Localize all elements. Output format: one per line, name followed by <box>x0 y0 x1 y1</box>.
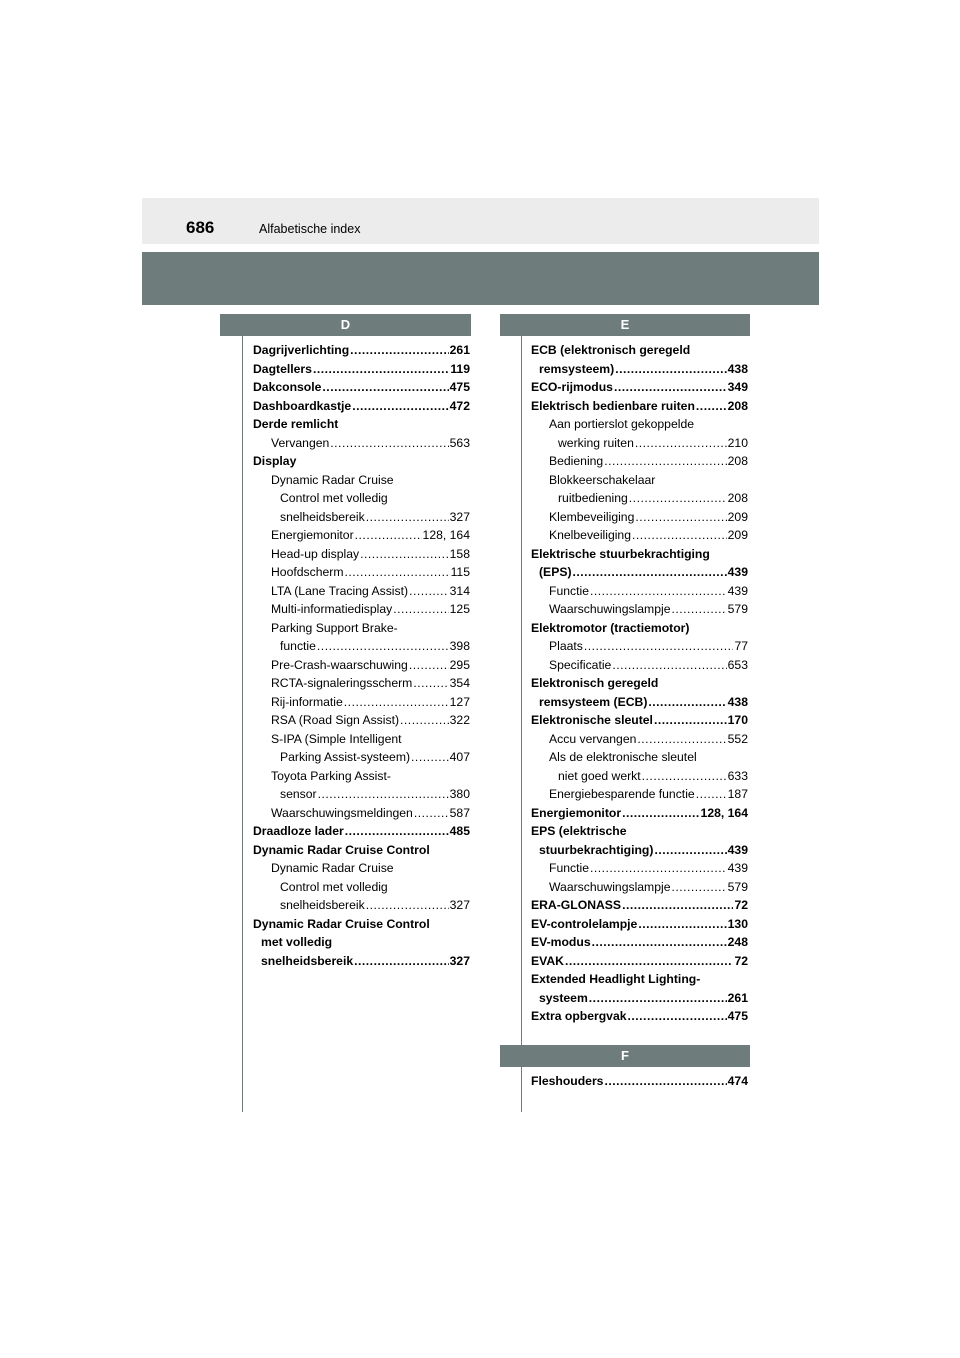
dot-leader <box>592 933 727 952</box>
index-term: Display <box>253 454 297 468</box>
index-entry <box>253 711 470 730</box>
page-reference: 563 <box>449 435 470 450</box>
page-reference: 208 <box>727 454 748 468</box>
index-term: Control met volledig <box>280 491 388 505</box>
letter-heading-e: E <box>500 314 750 336</box>
index-entry <box>531 970 748 989</box>
index-entry <box>531 859 748 878</box>
index-term: systeem <box>539 990 588 1005</box>
index-entry <box>531 508 748 527</box>
dot-leader <box>366 508 449 527</box>
dot-leader <box>632 526 727 545</box>
dot-leader <box>654 711 727 730</box>
dot-leader <box>648 693 726 712</box>
column-rule-right <box>521 336 522 1112</box>
index-term: Vervangen <box>271 435 330 450</box>
index-term: Waarschuwingslampje <box>549 602 671 616</box>
index-term: EPS (elektrische <box>531 824 627 838</box>
index-term: stuurbekrachtiging) <box>539 842 654 857</box>
index-term: RCTA-signaleringsscherm <box>271 676 413 690</box>
index-entry <box>253 415 470 434</box>
dot-leader <box>360 545 449 564</box>
dot-leader <box>318 785 449 804</box>
dot-leader <box>637 730 726 749</box>
dot-leader <box>350 341 448 360</box>
page-reference: 349 <box>727 380 748 394</box>
dot-leader <box>696 785 727 804</box>
index-entry <box>531 600 748 619</box>
dot-leader <box>344 693 449 712</box>
page-reference: 115 <box>450 565 470 579</box>
index-term: Draadloze lader <box>253 824 344 838</box>
index-term: ERA-GLONASS <box>531 898 622 912</box>
index-entry <box>531 360 748 379</box>
page-reference: 354 <box>449 676 470 690</box>
index-entry <box>253 822 470 841</box>
dot-leader <box>628 1007 727 1026</box>
index-entry <box>531 1072 748 1091</box>
index-entry <box>253 859 470 878</box>
index-entry <box>531 637 748 656</box>
index-entry <box>253 378 470 397</box>
index-entry <box>253 878 470 897</box>
index-term: Blokkeerschakelaar <box>549 472 656 487</box>
dot-leader <box>642 767 727 786</box>
index-term: Knelbeveiliging <box>549 528 631 542</box>
dot-leader <box>589 989 727 1008</box>
index-entry <box>253 933 470 952</box>
index-term: Dagtellers <box>253 361 312 376</box>
index-term: Elektronische sleutel <box>531 713 653 727</box>
page-reference: 119 <box>450 361 470 376</box>
index-entry <box>253 785 470 804</box>
index-entry <box>253 674 470 693</box>
index-term: Parking Support Brake- <box>271 620 398 635</box>
index-term: Control met volledig <box>280 879 388 894</box>
dot-leader <box>411 748 449 767</box>
dot-leader <box>696 397 727 416</box>
dot-leader <box>590 859 727 878</box>
index-term: snelheidsbereik <box>280 509 365 524</box>
index-entry <box>531 933 748 952</box>
index-entry <box>253 563 470 582</box>
header-bar <box>142 252 819 305</box>
page-reference: 327 <box>449 953 470 968</box>
page-reference: 438 <box>727 361 748 376</box>
index-term: snelheidsbereik <box>280 898 365 912</box>
index-term: ruitbediening <box>558 491 628 505</box>
index-term: Pre-Crash-waarschuwing <box>271 657 408 672</box>
index-term: Derde remlicht <box>253 417 339 431</box>
dot-leader <box>671 600 726 619</box>
page-reference: 380 <box>449 787 470 801</box>
page-reference: 210 <box>727 435 748 450</box>
index-term: Elektromotor (tractiemotor) <box>531 620 690 635</box>
page-reference: 248 <box>727 935 748 949</box>
index-entry <box>531 434 748 453</box>
index-entry <box>253 545 470 564</box>
page-reference: 125 <box>449 602 470 616</box>
index-entry <box>531 804 748 823</box>
dot-leader <box>414 804 449 823</box>
dot-leader <box>409 656 449 675</box>
index-entry <box>531 619 748 638</box>
dot-leader <box>330 434 448 453</box>
page-reference: 439 <box>727 565 748 579</box>
page-reference: 587 <box>449 805 470 820</box>
index-entry <box>253 489 470 508</box>
page-reference: 295 <box>449 657 470 672</box>
index-term: snelheidsbereik <box>261 953 354 968</box>
dot-leader <box>344 563 449 582</box>
page-reference: 579 <box>727 879 748 894</box>
index-entry <box>531 989 748 1008</box>
index-term: Energiemonitor <box>531 805 622 820</box>
index-term: (EPS) <box>539 565 572 579</box>
index-entry <box>531 526 748 545</box>
dot-leader <box>584 637 734 656</box>
index-term: Rij-informatie <box>271 694 343 709</box>
index-entry <box>531 471 748 490</box>
index-term: Energiebesparende functie <box>549 787 695 801</box>
index-term: Toyota Parking Assist- <box>271 768 391 783</box>
page-reference: 72 <box>734 898 748 912</box>
page-reference: 170 <box>727 713 748 727</box>
index-column-e <box>531 341 748 1026</box>
page-number: 686 <box>186 218 215 237</box>
dot-leader <box>355 526 422 545</box>
index-entry <box>531 878 748 897</box>
dot-leader <box>612 656 726 675</box>
index-entry <box>531 822 748 841</box>
index-entry <box>531 489 748 508</box>
index-entry <box>531 397 748 416</box>
index-entry <box>253 637 470 656</box>
index-entry <box>531 545 748 564</box>
page-reference: 327 <box>449 509 470 524</box>
index-term: Klembeveiliging <box>549 509 635 524</box>
index-entry <box>531 452 748 471</box>
index-term: ECB (elektronisch geregeld <box>531 343 691 357</box>
dot-leader <box>622 804 699 823</box>
index-entry <box>253 804 470 823</box>
page-reference: 472 <box>449 398 470 413</box>
section-title: Alfabetische index <box>259 222 361 236</box>
page-reference: 128, 164 <box>422 528 470 542</box>
index-entry <box>531 378 748 397</box>
page-reference: 653 <box>727 657 748 672</box>
index-term: Dagrijverlichting <box>253 343 350 357</box>
index-term: S-IPA (Simple Intelligent <box>271 731 402 746</box>
dot-leader <box>366 896 449 915</box>
index-term: LTA (Lane Tracing Assist) <box>271 583 409 598</box>
page-reference: 438 <box>727 694 748 709</box>
index-entry <box>253 841 470 860</box>
dot-leader <box>317 637 449 656</box>
index-term: Specificatie <box>549 657 612 672</box>
index-entry <box>531 952 748 971</box>
index-entry <box>253 896 470 915</box>
index-entry <box>253 767 470 786</box>
index-term: Parking Assist-systeem) <box>280 750 411 764</box>
dot-leader <box>322 378 448 397</box>
index-term: functie <box>280 639 316 653</box>
index-entry <box>531 841 748 860</box>
index-term: Multi-informatiedisplay <box>271 602 393 616</box>
index-term: Bediening <box>549 454 604 468</box>
header-band <box>142 198 819 244</box>
index-term: EVAK <box>531 953 564 968</box>
page-reference: 475 <box>727 1009 748 1023</box>
index-term: Head-up display <box>271 546 360 561</box>
page-reference: 208 <box>727 398 748 413</box>
index-entry <box>253 915 470 934</box>
index-entry <box>531 896 748 915</box>
dot-leader <box>615 360 726 379</box>
index-term: Dynamic Radar Cruise Control <box>253 842 430 857</box>
index-entry <box>253 341 470 360</box>
page-reference: 439 <box>727 861 748 875</box>
dot-leader <box>409 582 449 601</box>
page-reference: 633 <box>727 768 748 783</box>
dot-leader <box>614 378 727 397</box>
index-entry <box>253 619 470 638</box>
index-entry <box>531 785 748 804</box>
page-reference: 209 <box>727 528 748 542</box>
index-entry <box>253 434 470 453</box>
index-entry <box>531 915 748 934</box>
index-term: Dynamic Radar Cruise Control <box>253 916 430 931</box>
index-term: RSA (Road Sign Assist) <box>271 713 400 727</box>
index-entry <box>253 508 470 527</box>
page-reference: 327 <box>449 898 470 912</box>
index-entry <box>531 767 748 786</box>
index-term: Aan portierslot gekoppelde <box>549 417 694 431</box>
index-entry <box>531 656 748 675</box>
index-term: Als de elektronische sleutel <box>549 750 697 764</box>
page-reference: 261 <box>449 343 470 357</box>
index-entry <box>253 693 470 712</box>
index-term: Dynamic Radar Cruise <box>271 472 394 487</box>
index-entry <box>253 952 470 971</box>
dot-leader <box>622 896 733 915</box>
index-entry <box>531 563 748 582</box>
index-entry <box>531 711 748 730</box>
dot-leader <box>671 878 726 897</box>
index-term: Dynamic Radar Cruise <box>271 861 394 875</box>
index-entry <box>531 582 748 601</box>
dot-leader <box>635 508 726 527</box>
index-entry <box>253 452 470 471</box>
page-reference: 158 <box>449 546 470 561</box>
page-reference: 398 <box>449 639 470 653</box>
index-term: ECO-rijmodus <box>531 380 613 394</box>
index-column-d <box>253 341 470 970</box>
letter-heading-f: F <box>500 1045 750 1067</box>
index-entry <box>253 526 470 545</box>
index-entry <box>253 748 470 767</box>
dot-leader <box>638 915 726 934</box>
dot-leader <box>413 674 448 693</box>
dot-leader <box>573 563 727 582</box>
page-reference: 439 <box>727 842 748 857</box>
dot-leader <box>565 952 733 971</box>
index-entry <box>531 693 748 712</box>
page-reference: 261 <box>727 990 748 1005</box>
index-term: remsysteem) <box>539 361 615 376</box>
index-term: Dashboardkastje <box>253 398 352 413</box>
page-reference: 485 <box>449 824 470 838</box>
index-term: Extended Headlight Lighting- <box>531 972 701 986</box>
index-term: Plaats <box>549 639 583 653</box>
index-term: Functie <box>549 861 589 875</box>
dot-leader <box>352 397 448 416</box>
index-entry <box>531 1007 748 1026</box>
index-term: sensor <box>280 787 317 801</box>
page-reference: 579 <box>727 602 748 616</box>
dot-leader <box>654 841 726 860</box>
index-entry <box>531 674 748 693</box>
page-reference: 314 <box>449 583 470 598</box>
index-term: Elektronisch geregeld <box>531 676 659 690</box>
index-term: EV-controlelampje <box>531 916 638 931</box>
index-term: Elektrische stuurbekrachtiging <box>531 546 710 561</box>
index-term: Waarschuwingslampje <box>549 879 671 894</box>
index-term: Waarschuwingsmeldingen <box>271 805 413 820</box>
dot-leader <box>400 711 449 730</box>
page-reference: 474 <box>727 1074 748 1088</box>
index-term: Elektrisch bedienbare ruiten <box>531 398 695 413</box>
index-term: werking ruiten <box>558 435 634 450</box>
index-entry <box>253 656 470 675</box>
page-reference: 475 <box>449 380 470 394</box>
page-reference: 407 <box>449 750 470 764</box>
index-term: Dakconsole <box>253 380 322 394</box>
index-term: EV-modus <box>531 935 591 949</box>
index-entry <box>253 730 470 749</box>
dot-leader <box>313 360 449 379</box>
page-reference: 552 <box>727 731 748 746</box>
index-entry <box>253 397 470 416</box>
index-entry <box>253 600 470 619</box>
dot-leader <box>354 952 449 971</box>
index-entry <box>531 748 748 767</box>
page-reference: 187 <box>727 787 748 801</box>
page-reference: 77 <box>734 639 748 653</box>
dot-leader <box>629 489 727 508</box>
dot-leader <box>635 434 727 453</box>
index-term: Fleshouders <box>531 1074 604 1088</box>
dot-leader <box>393 600 448 619</box>
index-term: Accu vervangen <box>549 731 637 746</box>
index-term: Energiemonitor <box>271 528 354 542</box>
index-entry <box>531 415 748 434</box>
dot-leader <box>604 452 726 471</box>
index-term: Hoofdscherm <box>271 565 344 579</box>
page-reference: 209 <box>727 509 748 524</box>
dot-leader <box>604 1072 726 1091</box>
dot-leader <box>345 822 449 841</box>
page-reference: 322 <box>449 713 470 727</box>
page-reference: 208 <box>727 491 748 505</box>
index-term: niet goed werkt <box>558 768 641 783</box>
page-reference: 127 <box>449 694 470 709</box>
column-rule-left <box>242 336 243 1112</box>
page-reference: 128, 164 <box>700 805 748 820</box>
index-term: remsysteem (ECB) <box>539 694 648 709</box>
index-column-f <box>531 1072 748 1091</box>
index-term: met volledig <box>261 935 333 949</box>
page-reference: 72 <box>734 953 748 968</box>
index-entry <box>253 360 470 379</box>
index-entry <box>531 730 748 749</box>
index-entry <box>531 341 748 360</box>
index-term: Extra opbergvak <box>531 1009 627 1023</box>
page-reference: 130 <box>727 916 748 931</box>
page-reference: 439 <box>727 583 748 598</box>
letter-heading-d: D <box>220 314 471 336</box>
index-entry <box>253 471 470 490</box>
index-term: Functie <box>549 583 589 598</box>
dot-leader <box>590 582 727 601</box>
index-entry <box>253 582 470 601</box>
